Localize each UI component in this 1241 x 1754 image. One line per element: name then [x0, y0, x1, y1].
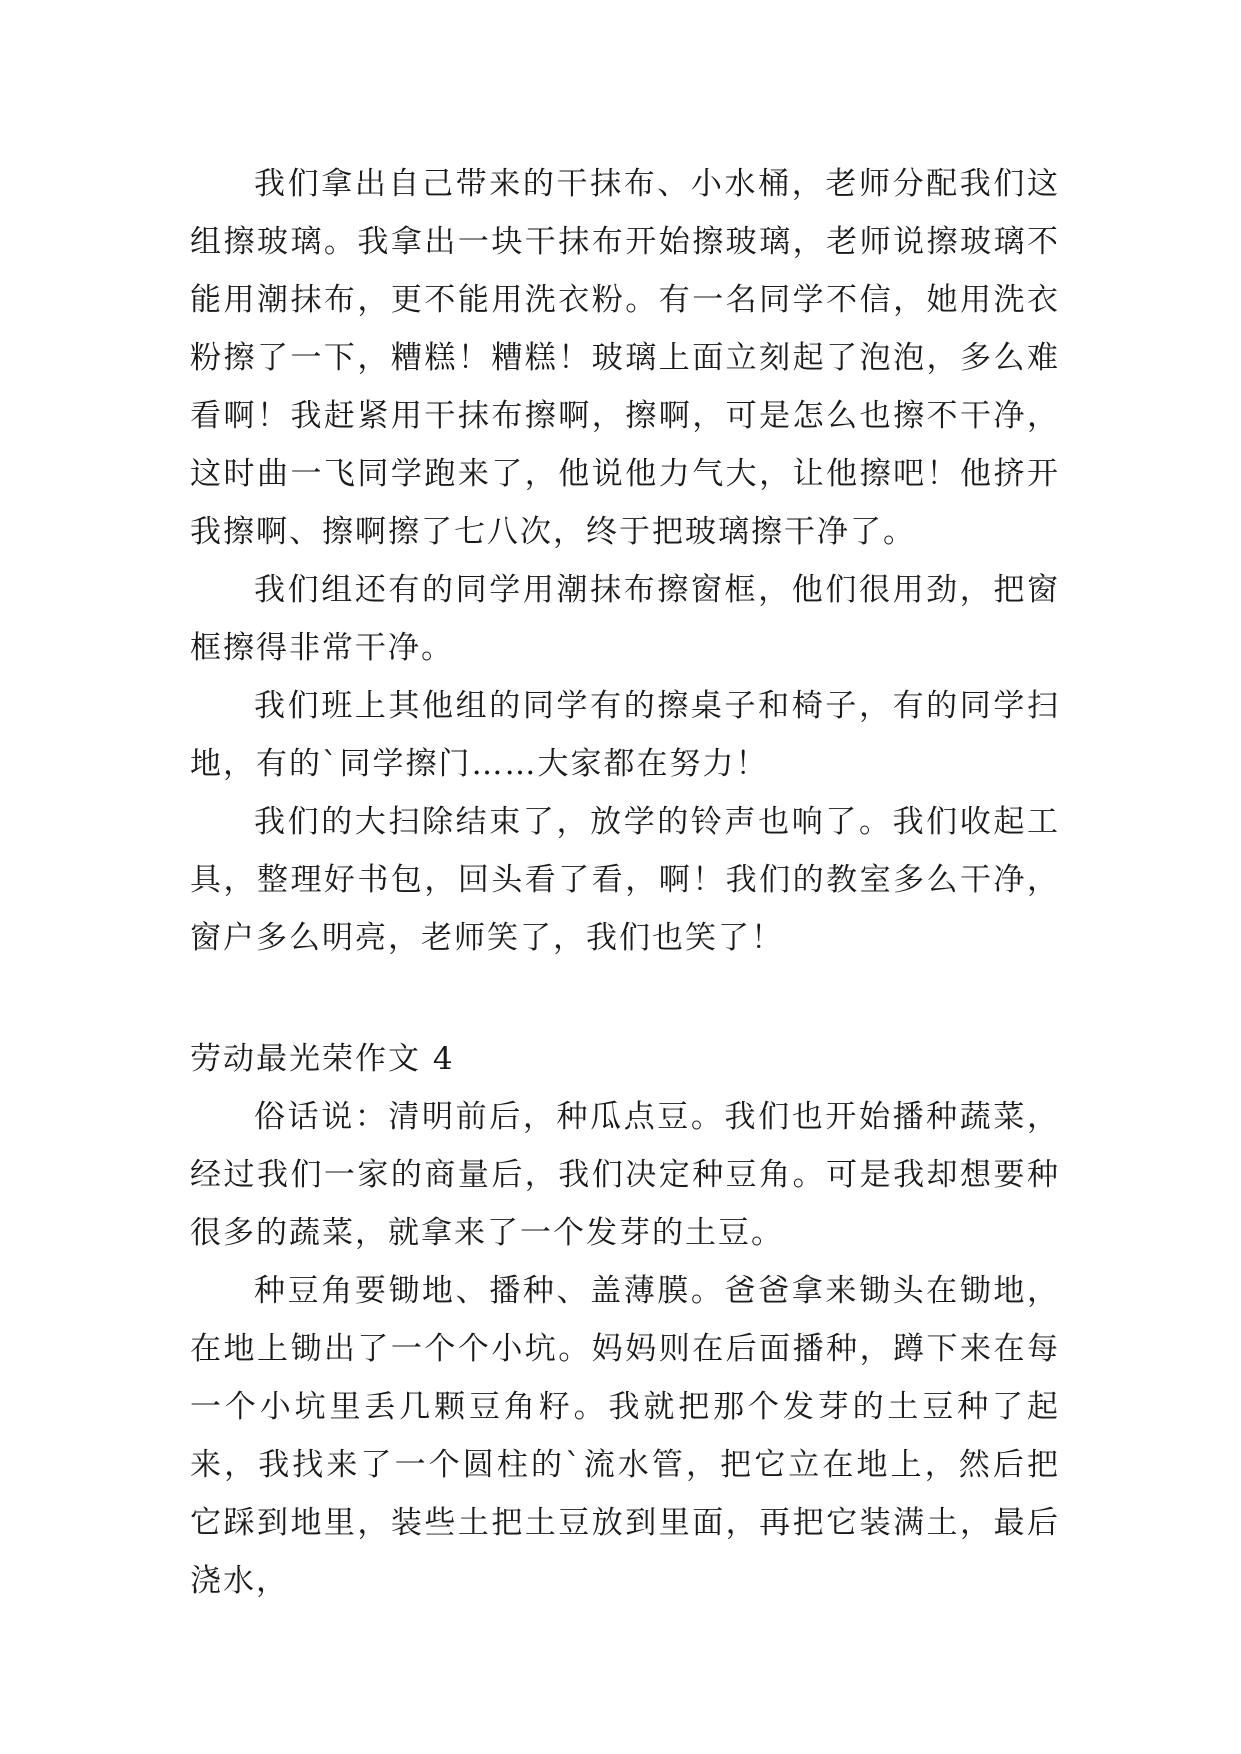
paragraph: 我们的大扫除结束了，放学的铃声也响了。我们收起工具，整理好书包，回头看了看，啊！我们的教室多么干净，窗户多么明亮，老师笑了，我们也笑了！	[190, 804, 1060, 956]
paragraph: 种豆角要锄地、播种、盖薄膜。爸爸拿来锄头在锄地，在地上锄出了一个个小坑。妈妈则在后面播种，蹲下来在每一个小坑里丢几颗豆角籽。我就把那个发芽的土豆种了起来，我找来了一个圆柱的`流水管，把它立在地上，然后把它踩到地里，装些土把土豆放到里面，再把它装满土，最后浇水，	[190, 1273, 1060, 1599]
paragraph: 我们班上其他组的同学有的擦桌子和椅子，有的同学扫地，有的`同学擦门……大家都在努力！	[190, 688, 1060, 782]
essay-continuation	[190, 155, 1060, 967]
paragraph: 我们组还有的同学用潮抹布擦窗框，他们很用劲，把窗框擦得非常干净。	[190, 572, 1060, 666]
essay-title: 劳动最光荣作文 4	[190, 1041, 455, 1077]
paragraph: 俗话说：清明前后，种瓜点豆。我们也开始播种蔬菜，经过我们一家的商量后，我们决定种豆角。可是我却想要种很多的蔬菜，就拿来了一个发芽的土豆。	[190, 1099, 1060, 1251]
paragraph: 我们拿出自己带来的干抹布、小水桶，老师分配我们这组擦玻璃。我拿出一块干抹布开始擦玻璃，老师说擦玻璃不能用潮抹布，更不能用洗衣粉。有一名同学不信，她用洗衣粉擦了一下，糟糕！糟糕！玻璃上面立刻起了泡泡，多么难看啊！我赶紧用干抹布擦啊，擦啊，可是怎么也擦不干净，这时曲一飞同学跑来了，他说他力气大，让他擦吧！他挤开我擦啊、擦啊擦了七八次，终于把玻璃擦干净了。	[190, 166, 1060, 550]
essay-4	[190, 1030, 1060, 1610]
